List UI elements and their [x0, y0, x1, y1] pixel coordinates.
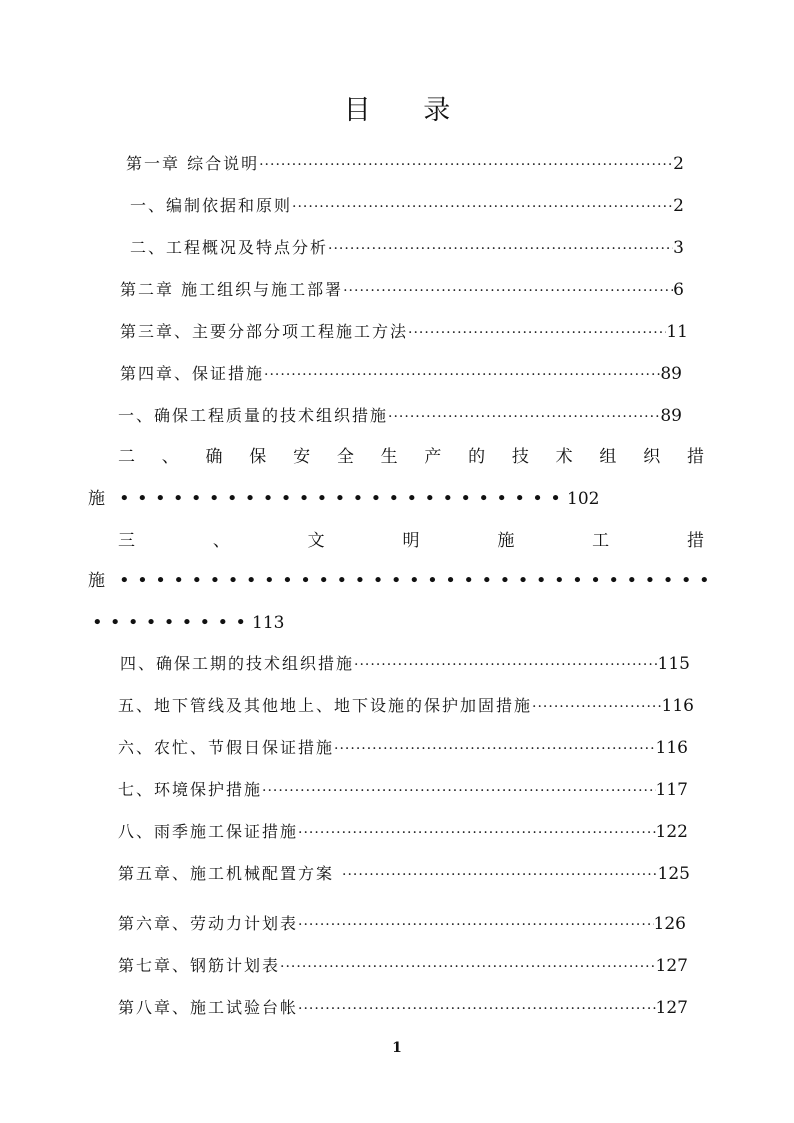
toc-entry-label: 第三章、主要分部分项工程施工方法 [120, 322, 409, 341]
toc-entry-label: 七、环境保护措施 [118, 780, 263, 799]
spread-char: 明 [402, 531, 420, 551]
dot-leader [298, 913, 654, 937]
toc-entry-page: 89 [660, 364, 682, 384]
dot-leader [262, 779, 656, 803]
toc-entry[interactable] [118, 996, 688, 1020]
toc-entry-page: 127 [655, 998, 688, 1018]
spread-char: 织 [643, 447, 661, 467]
toc-entry-label: 六、农忙、节假日保证措施 [118, 738, 335, 757]
dot-leader [354, 653, 658, 677]
spread-char: 措 [686, 447, 704, 467]
toc-entry-page: 11 [666, 322, 688, 342]
toc-entry-label: 第七章、钢筋计划表 [118, 956, 281, 975]
dot-leader [298, 997, 656, 1021]
toc-entry-page: 89 [660, 406, 682, 426]
spread-char: 文 [307, 531, 325, 551]
dot-leader [292, 195, 673, 219]
spread-char: 、 [212, 531, 230, 551]
dot-leader [298, 821, 656, 845]
toc-entry-spread[interactable] [118, 528, 704, 554]
dot-leader [343, 279, 673, 303]
toc-entry[interactable] [120, 320, 688, 344]
spread-char: 组 [599, 447, 617, 467]
toc-entry-label: 第五章、施工机械配置方案 [118, 864, 335, 883]
toc-entry-page: 3 [673, 238, 684, 258]
bullet-leader: • • • • • • • • • • • • • • • • • • • • • • • • • • • • • • • • • [119, 570, 710, 591]
spread-char: 术 [555, 447, 573, 467]
bullet-leader: • • • • • • • • • • • • • • • • • • • • • • • • • [119, 488, 561, 509]
toc-entry-label: 第二章 施工组织与施工部署 [120, 280, 344, 299]
toc-entry-continuation[interactable] [92, 610, 312, 636]
toc-entry-page: 2 [673, 196, 684, 216]
toc-entry-page: 117 [655, 780, 688, 800]
toc-entry[interactable] [118, 736, 688, 760]
toc-entry-page: 127 [655, 956, 688, 976]
toc-entry-label: 五、地下管线及其他地上、地下设施的保护加固措施 [118, 696, 533, 715]
toc-entry-label: 第六章、劳动力计划表 [118, 914, 299, 933]
toc-entry-page: 126 [653, 914, 686, 934]
toc-entry-continuation[interactable] [88, 568, 710, 594]
spread-char: 、 [161, 447, 179, 467]
dot-leader [328, 237, 673, 261]
toc-entry[interactable] [118, 820, 688, 844]
toc-entry-page: 116 [661, 696, 694, 716]
spread-char: 施 [497, 531, 515, 551]
toc-entry-label: 第八章、施工试验台帐 [118, 998, 299, 1017]
spread-char: 措 [686, 531, 704, 551]
toc-entry-label: 第四章、保证措施 [120, 364, 265, 383]
toc-entry[interactable] [130, 194, 684, 218]
spread-char: 三 [118, 531, 135, 551]
toc-entry-page: 115 [657, 654, 690, 674]
toc-entry-page: 125 [657, 864, 690, 884]
spread-char: 确 [205, 447, 223, 467]
toc-entry-label: 四、确保工期的技术组织措施 [120, 654, 355, 673]
toc-entry[interactable] [118, 404, 682, 428]
bullet-leader: • • • • • • • • • [92, 612, 246, 633]
spread-char: 工 [592, 531, 610, 551]
toc-entry[interactable] [126, 152, 684, 176]
dot-leader [334, 737, 656, 761]
spread-char: 安 [293, 447, 311, 467]
toc-entry-page: 113 [252, 613, 285, 633]
toc-entry-label: 第一章 综合说明 [126, 154, 260, 173]
toc-entry-page: 102 [567, 489, 600, 509]
toc-entry[interactable] [120, 278, 684, 302]
toc-entry[interactable] [120, 652, 690, 676]
spread-char: 技 [511, 447, 529, 467]
spread-char: 的 [468, 447, 486, 467]
toc-entry[interactable] [118, 694, 694, 718]
page-title: 目 录 [343, 95, 473, 126]
toc-entry[interactable] [118, 778, 688, 802]
toc-entry-page: 2 [673, 154, 684, 174]
spread-char: 全 [336, 447, 354, 467]
toc-entry[interactable] [118, 912, 686, 936]
toc-entry[interactable] [118, 862, 690, 886]
toc-entry-label: 一、确保工程质量的技术组织措施 [118, 406, 389, 425]
dot-leader [342, 863, 658, 887]
toc-entry-page: 6 [673, 280, 684, 300]
toc-entry-page: 116 [655, 738, 688, 758]
spread-char: 保 [249, 447, 267, 467]
toc-entry-label: 二、工程概况及特点分析 [130, 238, 329, 257]
dot-leader [532, 695, 662, 719]
continuation-char: 施 [88, 571, 105, 591]
dot-leader [280, 955, 656, 979]
toc-entry-label: 一、编制依据和原则 [130, 196, 293, 215]
toc-entry[interactable] [120, 362, 682, 386]
dot-leader [259, 153, 673, 177]
dot-leader [408, 321, 666, 345]
spread-char: 生 [380, 447, 398, 467]
continuation-char: 施 [88, 489, 105, 509]
dot-leader [388, 405, 660, 429]
toc-entry-continuation[interactable] [88, 486, 608, 512]
toc-entry-page: 122 [655, 822, 688, 842]
toc-entry-spread[interactable] [118, 444, 704, 470]
page-number: 1 [392, 1040, 402, 1056]
toc-entry-label: 八、雨季施工保证措施 [118, 822, 299, 841]
toc-entry[interactable] [130, 236, 684, 260]
spread-char: 二 [118, 447, 135, 467]
spread-char: 产 [424, 447, 442, 467]
dot-leader [264, 363, 660, 387]
toc-entry[interactable] [118, 954, 688, 978]
